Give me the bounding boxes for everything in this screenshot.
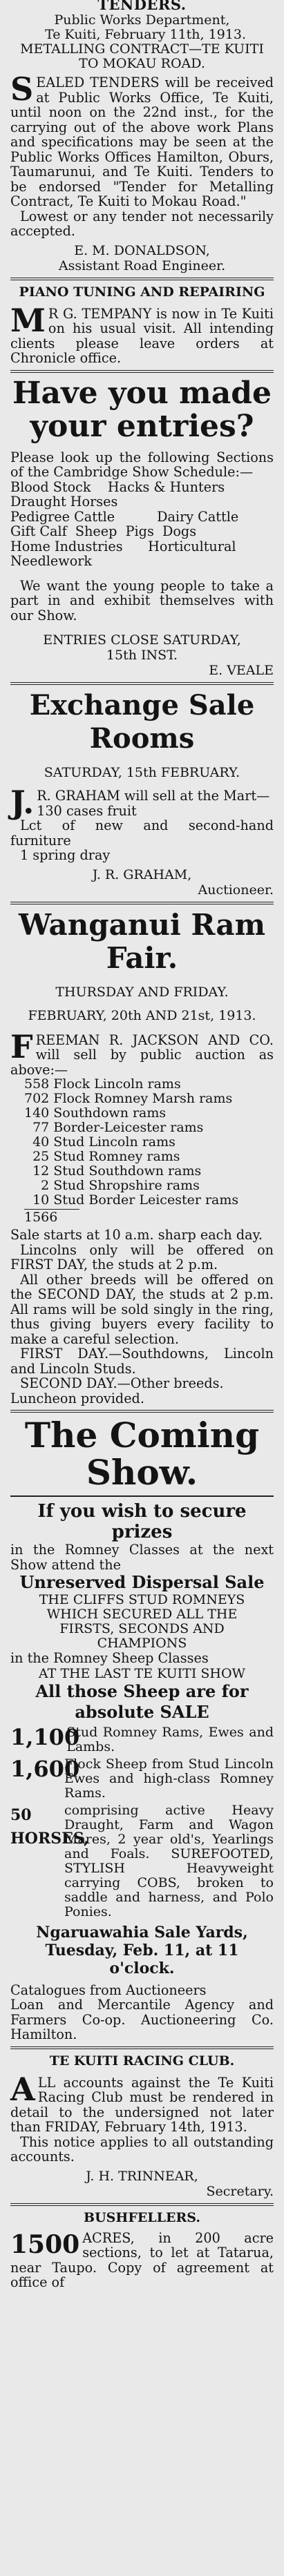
lot-description: Southdown rams	[53, 1105, 167, 1121]
tenders-drop-cap: S	[10, 70, 34, 108]
wanganui-para: Luncheon provided.	[10, 1390, 144, 1406]
divider	[10, 1410, 274, 1413]
bushfellers-heading: BUSHFELLERS.	[84, 2209, 200, 2225]
wanganui-para: Lincolns only will be offered on FIRST DAY, the studs at 2 p.m.	[10, 1241, 274, 1272]
tenders-heading: TENDERS.	[97, 0, 187, 13]
entries-heading: Have you made your entries?	[12, 375, 272, 444]
lot-count: 702	[24, 1091, 50, 1106]
lot-count: 25	[32, 1149, 50, 1164]
wanganui-drop-cap: F	[10, 1027, 33, 1065]
wanganui-intro: REEMAN R. JACKSON AND CO. will sell by public auction as above:—	[10, 1032, 274, 1078]
coming-stud-show: AT THE LAST TE KUITI SHOW	[38, 1665, 246, 1681]
divider	[10, 278, 274, 280]
piano-heading: PIANO TUNING AND REPAIRING	[19, 284, 265, 300]
coming-avail: All those Sheep are for absolute SALE	[35, 1681, 249, 1722]
coming-venue: Ngaruawahia Sale Yards, Tuesday, Feb. 11, at 11 o'clock.	[36, 1923, 248, 1977]
wanganui-para: SECOND DAY.—Other breeds.	[20, 1375, 224, 1391]
racing-drop-cap: A	[10, 2070, 35, 2108]
coming-heading: The Coming Show.	[24, 1415, 260, 1493]
coming-catalogue: Catalogues from Auctioneers	[10, 1982, 207, 1998]
exchange-heading: Exchange Sale Rooms	[29, 689, 255, 755]
lot-description: Stud Southdown rams	[53, 1163, 202, 1179]
wanganui-para: Sale starts at 10 a.m. sharp each day.	[10, 1227, 263, 1243]
wanganui-dates: FEBRUARY, 20th AND 21st, 1913.	[28, 1007, 256, 1023]
racing-advert	[10, 2053, 274, 2199]
lot-description: Stud Border Leicester rams	[53, 1192, 239, 1208]
coming-stud-classes: in the Romney Sheep Classes	[10, 1650, 209, 1666]
lot-count: 40	[32, 1134, 50, 1150]
racing-signature: J. H. TRINNEAR,	[86, 2168, 198, 2184]
entries-section-row: Home Industries Horticultural	[10, 538, 236, 554]
tenders-signature-title: Assistant Road Engineer.	[58, 258, 226, 273]
wanganui-days: THURSDAY AND FRIDAY.	[55, 984, 229, 1000]
sale-lot	[10, 1757, 274, 1801]
lot-count: 12	[32, 1163, 50, 1179]
sale-lot	[10, 1803, 274, 1919]
entries-appeal: We want the young people to take a part in and exhibit themselves with our Show.	[10, 577, 274, 623]
lot-row	[24, 1164, 243, 1179]
entries-intro: Please look up the following Sections of the Cambridge Show Schedule:—	[10, 449, 274, 480]
lot-row	[24, 1092, 243, 1106]
lot-count: 140	[24, 1105, 50, 1121]
entries-section-row: Needlework	[10, 553, 93, 569]
exchange-date: SATURDAY, 15th FEBRUARY.	[44, 765, 240, 780]
lot-row	[24, 1121, 243, 1135]
entries-advert	[10, 377, 274, 679]
lot-count: 2	[41, 1178, 50, 1193]
lot-row	[24, 1106, 243, 1121]
racing-heading: TE KUITI RACING CLUB.	[49, 2053, 235, 2069]
wanganui-heading: Wanganui Ram Fair.	[18, 907, 266, 975]
divider	[10, 902, 274, 904]
divider	[10, 2203, 274, 2206]
divider	[10, 682, 274, 685]
lot-description: Flock Lincoln rams	[53, 1076, 181, 1092]
coming-stud: THE CLIFFS STUD ROMNEYS WHICH SECURED ALL THE FIRSTS, SECONDS AND CHAMPIONS	[39, 1592, 245, 1651]
coming-prize-sub: in the Romney Classes at the next Show attend the	[10, 1542, 274, 1573]
newspaper-column	[10, 0, 274, 2290]
lot-row	[24, 1135, 243, 1150]
coming-sale: Unreserved Dispersal Sale	[19, 1572, 265, 1592]
piano-body: R G. TEMPANY is now in Te Kuiti on his usual visit. All intending clients please leave orders at Chronicle office.	[10, 305, 274, 366]
tenders-dept: Public Works Department,	[54, 12, 230, 28]
exchange-line: R. GRAHAM will sell at the Mart—	[37, 788, 270, 804]
sale-lot	[10, 1725, 274, 1754]
entries-signature: E. VEALE	[209, 663, 274, 678]
exchange-line: 130 cases fruit	[37, 802, 137, 819]
wanganui-para: All other breeds will be offered on the SECOND DAY, the studs at 2 p.m. All rams will be sold singly in the ring, thus giving buyers every facility to make a careful selection.	[10, 1271, 274, 1347]
coming-prize: If you wish to secure prizes	[37, 1501, 247, 1542]
sale-lot-count: 1,600	[10, 1755, 80, 1782]
wanganui-total: 1566	[24, 1210, 58, 1225]
entries-section-row: Blood Stock Hacks & Hunters	[10, 478, 225, 495]
sale-lot-count: 50 HORSES,	[10, 1805, 89, 1848]
entries-close-date: 15th INST.	[106, 648, 178, 663]
bushfellers-advert	[10, 2210, 274, 2290]
lot-row	[24, 1150, 243, 1164]
divider	[10, 2046, 274, 2049]
lot-description: Flock Romney Marsh rams	[53, 1091, 233, 1106]
exchange-advert	[10, 689, 274, 898]
wanganui-advert	[10, 909, 274, 1406]
exchange-line: 1 spring dray	[20, 847, 111, 863]
lot-description: Stud Shropshire rams	[53, 1178, 200, 1193]
tenders-body: EALED TENDERS will be received at Public Works Office, Te Kuiti, until noon on the 22nd inst., for the carrying out of the above work Plans and specifications may be seen at the Public Works Offices Hamilton, Oburs, Taumarunui, and Te Kuiti. Tenders to be endorsed "Tender for Metalling Contract, Te Kuiti to Mokau Road."	[10, 75, 274, 209]
exchange-drop-cap: J.	[10, 784, 35, 821]
entries-section-row: Draught Horses	[10, 494, 118, 510]
coming-lot-list	[10, 1725, 274, 1919]
entries-section-row: Pedigree Cattle Dairy Cattle	[10, 508, 239, 525]
racing-body: LL accounts against the Te Kuiti Racing Club must be rendered in detail to the undersigned not later than FRIDAY, February 14th, 1913.	[10, 2074, 274, 2135]
lot-row	[24, 1077, 243, 1092]
lot-row	[24, 1179, 243, 1193]
lot-description: Stud Romney rams	[53, 1149, 180, 1164]
coming-show-advert	[10, 1417, 274, 2042]
piano-drop-cap: M	[10, 301, 46, 339]
entries-close: ENTRIES CLOSE SATURDAY,	[43, 632, 241, 648]
tenders-title: METALLING CONTRACT—TE KUITI TO MOKAU ROAD.	[20, 41, 264, 71]
lot-description: Border-Leicester rams	[53, 1120, 204, 1135]
divider	[10, 370, 274, 373]
coming-catalogue-agency: Loan and Mercantile Agency and Farmers Co-op. Auctioneering Co. Hamilton.	[10, 1997, 274, 2042]
bushfellers-body: ACRES, in 200 acre sections, to let at Tatarua, near Taupo. Copy of agreement at office of	[10, 2229, 274, 2290]
piano-advert	[10, 284, 274, 366]
lot-count: 77	[32, 1120, 50, 1135]
racing-note: This notice applies to all outstanding accounts.	[10, 2133, 274, 2165]
racing-signature-title: Secretary.	[206, 2183, 274, 2199]
tenders-note: Lowest or any tender not necessarily accepted.	[10, 208, 274, 239]
wanganui-para: FIRST DAY.—Southdowns, Lincoln and Lincoln Studs.	[10, 1346, 274, 1377]
sale-lot-count: 1,100	[10, 1723, 80, 1750]
exchange-signature-title: Auctioneer.	[198, 882, 274, 898]
tenders-advert	[10, 0, 274, 273]
exchange-signature: J. R. GRAHAM,	[92, 866, 192, 882]
lot-count: 10	[32, 1192, 50, 1208]
sale-lot-description: Flock Sheep from Stud Lincoln Ewes and high-class Romney Rams.	[64, 1756, 274, 1801]
tenders-signature: E. M. DONALDSON,	[74, 242, 210, 258]
sale-lot-description: Stud Romney Rams, Ewes and Lambs.	[66, 1724, 274, 1754]
lot-row	[24, 1193, 243, 1208]
exchange-line: Lct of new and second-hand furniture	[10, 817, 274, 849]
bushfellers-number: 1500	[10, 2229, 80, 2259]
lot-description: Stud Lincoln rams	[53, 1134, 176, 1150]
entries-section-row: Gift Calf Sheep Pigs Dogs	[10, 523, 197, 539]
wanganui-lot-table	[24, 1077, 243, 1208]
tenders-dateline: Te Kuiti, February 11th, 1913.	[45, 27, 246, 42]
lot-count: 558	[24, 1076, 50, 1092]
sale-lot-description: comprising active Heavy Draught, Farm and Wagon Mares, 2 year old's, Yearlings and Foals. SUREFOOTED, STYLISH Heavyweight carrying COBS, broken to saddle and harness, and Polo Ponies.	[64, 1802, 274, 1919]
